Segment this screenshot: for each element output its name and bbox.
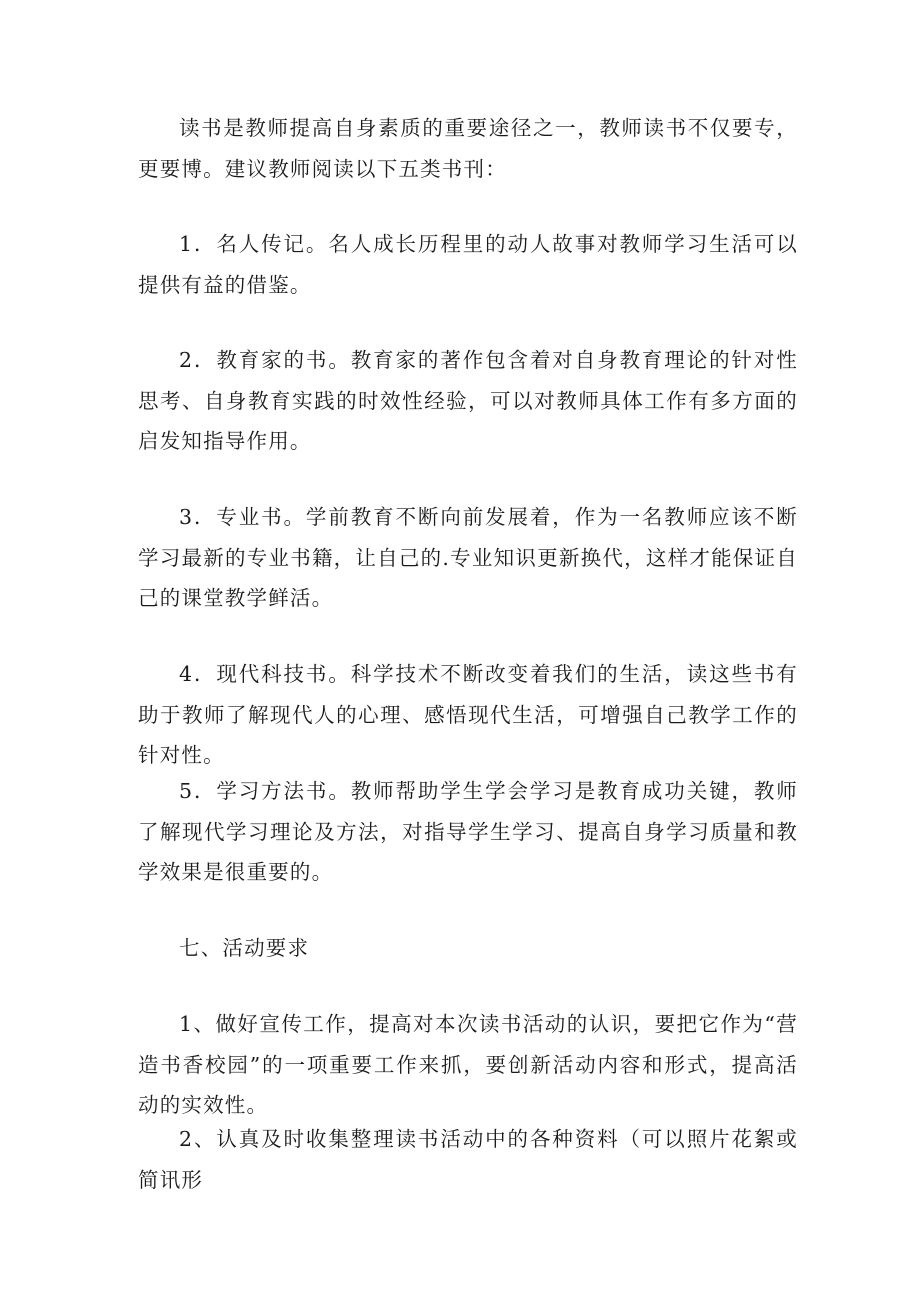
requirement-1: 1、做好宣传工作，提高对本次读书活动的认识，要把它作为“营造书香校园”的一项重要工作来抓，要创新活动内容和形式，提高活动的实效性。 [138, 1012, 798, 1117]
book-category-5: 5．学习方法书。教师帮助学生学会学习是教育成功关键，教师了解现代学习理论及方法，对指导学生学习、提高自身学习质量和教学效果是很重要的。 [138, 779, 798, 884]
intro-paragraph: 读书是教师提高自身素质的重要途径之一，教师读书不仅要专，更要博。建议教师阅读以下五类书刊： [138, 116, 798, 181]
requirement-2: 2、认真及时收集整理读书活动中的各种资料（可以照片花絮或简讯形 [138, 1127, 798, 1192]
book-category-3: 3．专业书。学前教育不断向前发展着，作为一名教师应该不断学习最新的专业书籍，让自己的.专业知识更新换代，这样才能保证自己的课堂教学鲜活。 [138, 505, 798, 610]
book-category-2: 2．教育家的书。教育家的著作包含着对自身教育理论的针对性思考、自身教育实践的时效性经验，可以对教师具体工作有多方面的启发知指导作用。 [138, 348, 798, 453]
book-category-4: 4．现代科技书。科学技术不断改变着我们的生活，读这些书有助于教师了解现代人的心理、感悟现代生活，可增强自己教学工作的针对性。 [138, 662, 798, 767]
section-heading: 七、活动要求 [179, 936, 310, 960]
book-category-1: 1．名人传记。名人成长历程里的动人故事对教师学习生活可以提供有益的借鉴。 [138, 232, 798, 297]
